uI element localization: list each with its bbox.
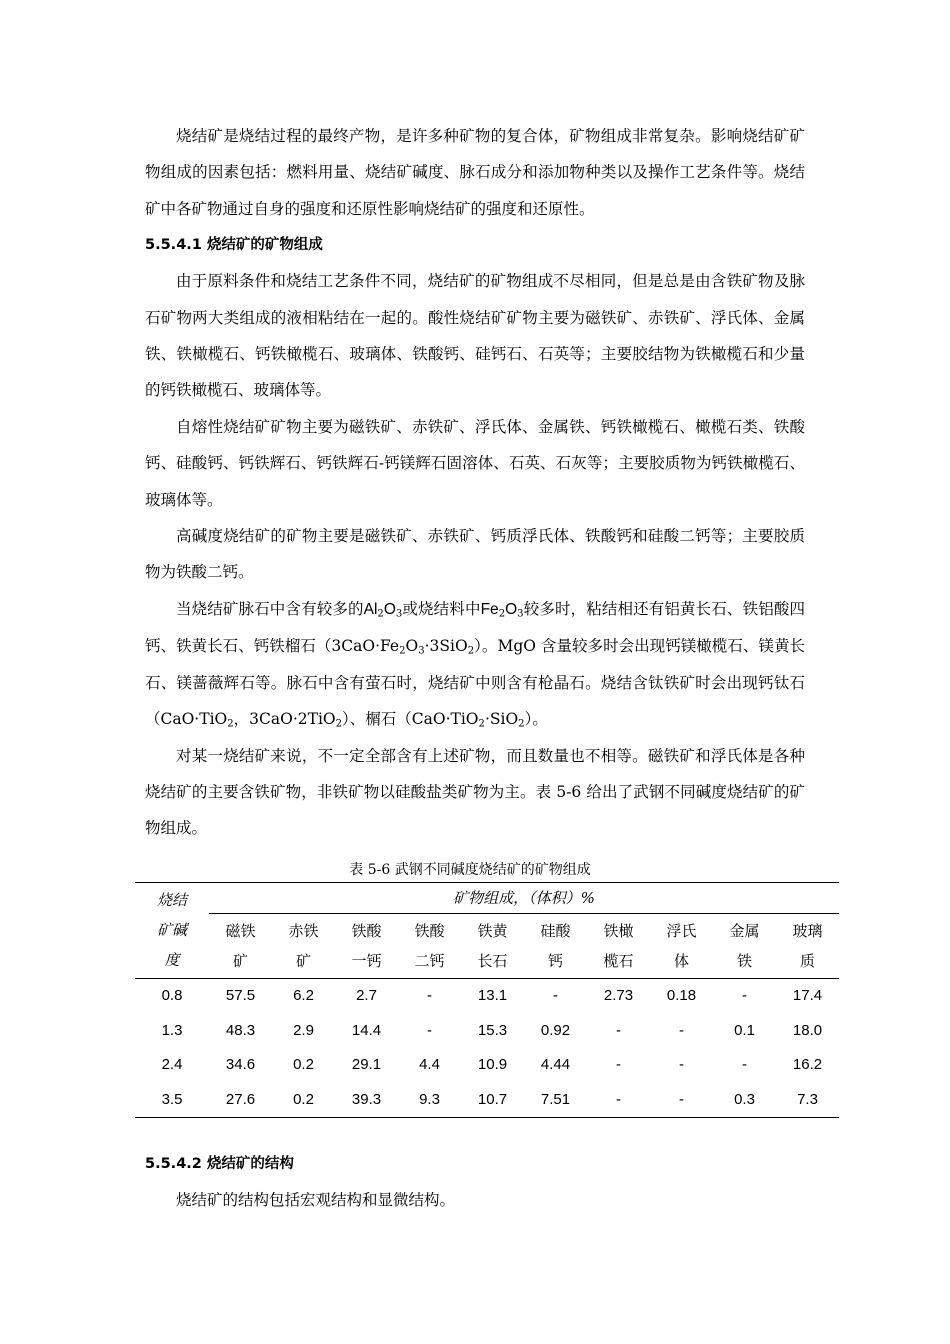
column-header: 铁黄长石 — [477, 921, 508, 970]
table-row — [135, 1082, 839, 1117]
table-cell: 14.4 — [351, 1021, 382, 1039]
column-header: 浮氏体 — [666, 921, 697, 970]
paragraph-structure: 烧结矿的结构包括宏观结构和显微结构。 — [176, 1190, 456, 1209]
table-row — [135, 1048, 839, 1083]
table-cell: - — [650, 1082, 713, 1117]
table-cell: 3.5 — [135, 1082, 209, 1117]
table-cell: 27.6 — [209, 1082, 272, 1117]
column-header: 赤铁矿 — [288, 921, 319, 970]
column-header: 玻璃质 — [792, 921, 823, 970]
table-cell: 9.3 — [398, 1082, 461, 1117]
table-cell: - — [679, 1021, 684, 1039]
table-cell: - — [742, 1056, 747, 1074]
section-heading-structure: 5.5.4.2 烧结矿的结构 — [145, 1155, 294, 1172]
table-cell: 0.8 — [161, 987, 183, 1005]
table-cell: - — [553, 987, 558, 1005]
table-cell: 17.4 — [792, 987, 823, 1005]
table-row — [135, 978, 839, 1013]
table-cell: - — [742, 987, 747, 1005]
table-cell: - — [427, 1021, 432, 1039]
paragraph-high-basicity-sinter: 高碱度烧结矿的矿物主要是磁铁矿、赤铁矿、钙质浮氏体、铁酸钙和硅酸二钙等；主要胶质物为铁酸二钙。 — [145, 527, 805, 582]
group-header-mineral: 矿物组成，（体积）% — [209, 882, 839, 913]
table-cell: 4.44 — [540, 1056, 571, 1074]
column-header-row — [135, 913, 839, 978]
table-cell: 0.18 — [666, 987, 697, 1005]
table-cell: 7.51 — [524, 1082, 587, 1117]
column-header: 金属铁 — [729, 921, 760, 970]
table-cell: 57.5 — [225, 987, 256, 1005]
column-header: 铁酸二钙 — [414, 921, 445, 970]
column-header: 磁铁矿 — [225, 921, 256, 970]
table-cell: 18.0 — [792, 1021, 823, 1039]
table-cell: 0.2 — [293, 1056, 314, 1074]
table-cell: 34.6 — [225, 1056, 256, 1074]
table-cell: 0.3 — [713, 1082, 776, 1117]
section-heading-mineral-composition: 5.5.4.1 烧结矿的矿物组成 — [145, 237, 323, 254]
mineral-composition-table — [135, 882, 839, 1118]
table-cell: 15.3 — [477, 1021, 508, 1039]
paragraph-acidic-sinter: 由于原料条件和烧结工艺条件不同，烧结矿的矿物组成不尽相同，但是总是由含铁矿物及脉石矿物两大类组成的液相粘结在一起的。酸性烧结矿矿物主要为磁铁矿、赤铁矿、浮氏体、金属铁、铁橄榄石、钙铁橄榄石、玻璃体、铁酸钙、硅钙石、石英等；主要胶结物为铁橄榄石和少量的钙铁橄榄石、玻璃体等。 — [145, 272, 805, 400]
table-cell: 0.92 — [540, 1021, 571, 1039]
table-cell: 13.1 — [477, 987, 508, 1005]
column-header: 铁酸一钙 — [351, 921, 382, 970]
table-cell: 39.3 — [335, 1082, 398, 1117]
table-cell: 10.9 — [477, 1056, 508, 1074]
table-cell: 16.2 — [792, 1056, 823, 1074]
table-cell: 48.3 — [225, 1021, 256, 1039]
table-cell: 2.73 — [603, 987, 634, 1005]
table-cell: - — [587, 1082, 650, 1117]
paragraph-fluxed-sinter: 自熔性烧结矿矿物主要为磁铁矿、赤铁矿、浮氏体、金属铁、钙铁橄榄石、橄榄石类、铁酸钙、硅酸钙、钙铁辉石、钙铁辉石-钙镁辉石固溶体、石英、石灰等；主要胶质物为钙铁橄榄石、玻璃体等。 — [145, 417, 805, 509]
table-caption: 表 5-6 武钢不同碱度烧结矿的矿物组成 — [349, 861, 591, 878]
table-cell: 2.4 — [161, 1056, 183, 1074]
table-cell: 1.3 — [161, 1021, 183, 1039]
table-cell: 2.9 — [293, 1021, 314, 1039]
table-cell: - — [616, 1056, 621, 1074]
table-cell: - — [427, 987, 432, 1005]
table-cell: 4.4 — [419, 1056, 440, 1074]
table-cell: - — [616, 1021, 621, 1039]
table-cell: 7.3 — [776, 1082, 839, 1117]
table-row — [135, 1013, 839, 1048]
row-header-basicity: 烧结矿碱度 — [156, 891, 187, 970]
table-cell: 29.1 — [351, 1056, 382, 1074]
paragraph-table-intro: 对某一烧结矿来说，不一定全部含有上述矿物，而且数量也不相等。磁铁矿和浮氏体是各种烧结矿的主要含铁矿物，非铁矿物以硅酸盐类矿物为主。表 5-6 给出了武钢不同碱度烧结矿的矿物组成。 — [145, 746, 805, 838]
table-cell: 10.7 — [461, 1082, 524, 1117]
table-cell: 0.2 — [272, 1082, 335, 1117]
intro-paragraph: 烧结矿是烧结过程的最终产物，是许多种矿物的复合体，矿物组成非常复杂。影响烧结矿矿物组成的因素包括：燃料用量、烧结矿碱度、脉石成分和添加物种类以及操作工艺条件等。烧结矿中各矿物通过自身的强度和还原性影响烧结矿的强度和还原性。 — [145, 127, 805, 218]
document-page — [145, 118, 823, 1218]
table-cell: 2.7 — [356, 987, 377, 1005]
table-cell: - — [679, 1056, 684, 1074]
table-cell: 0.1 — [734, 1021, 755, 1039]
paragraph-bonding-phases: 当烧结矿脉石中含有较多的$Al_2O_3$或烧结料中$Fe_2O_3$较多时，粘结相还有铝黄长石、铁铝酸四钙、铁黄长石、钙铁榴石$(3CaO\cdot Fe_2O_3\cdot 3SiO_2)$。MgO 含量较多时会出现钙镁橄榄石、镁黄长石、镁蔷薇辉石等。脉石中含有萤石时，烧结矿中则含有枪晶石。烧结含钛铁矿时会出现钙钛石（CaO·TiO$_2$，3CaO·2TiO$_2$）、榍石（CaO·TiO$_2$·SiO$_2$）。 — [145, 599, 805, 730]
column-header: 硅酸钙 — [540, 921, 571, 970]
column-header: 铁橄榄石 — [603, 921, 634, 970]
table-cell: 6.2 — [293, 987, 314, 1005]
